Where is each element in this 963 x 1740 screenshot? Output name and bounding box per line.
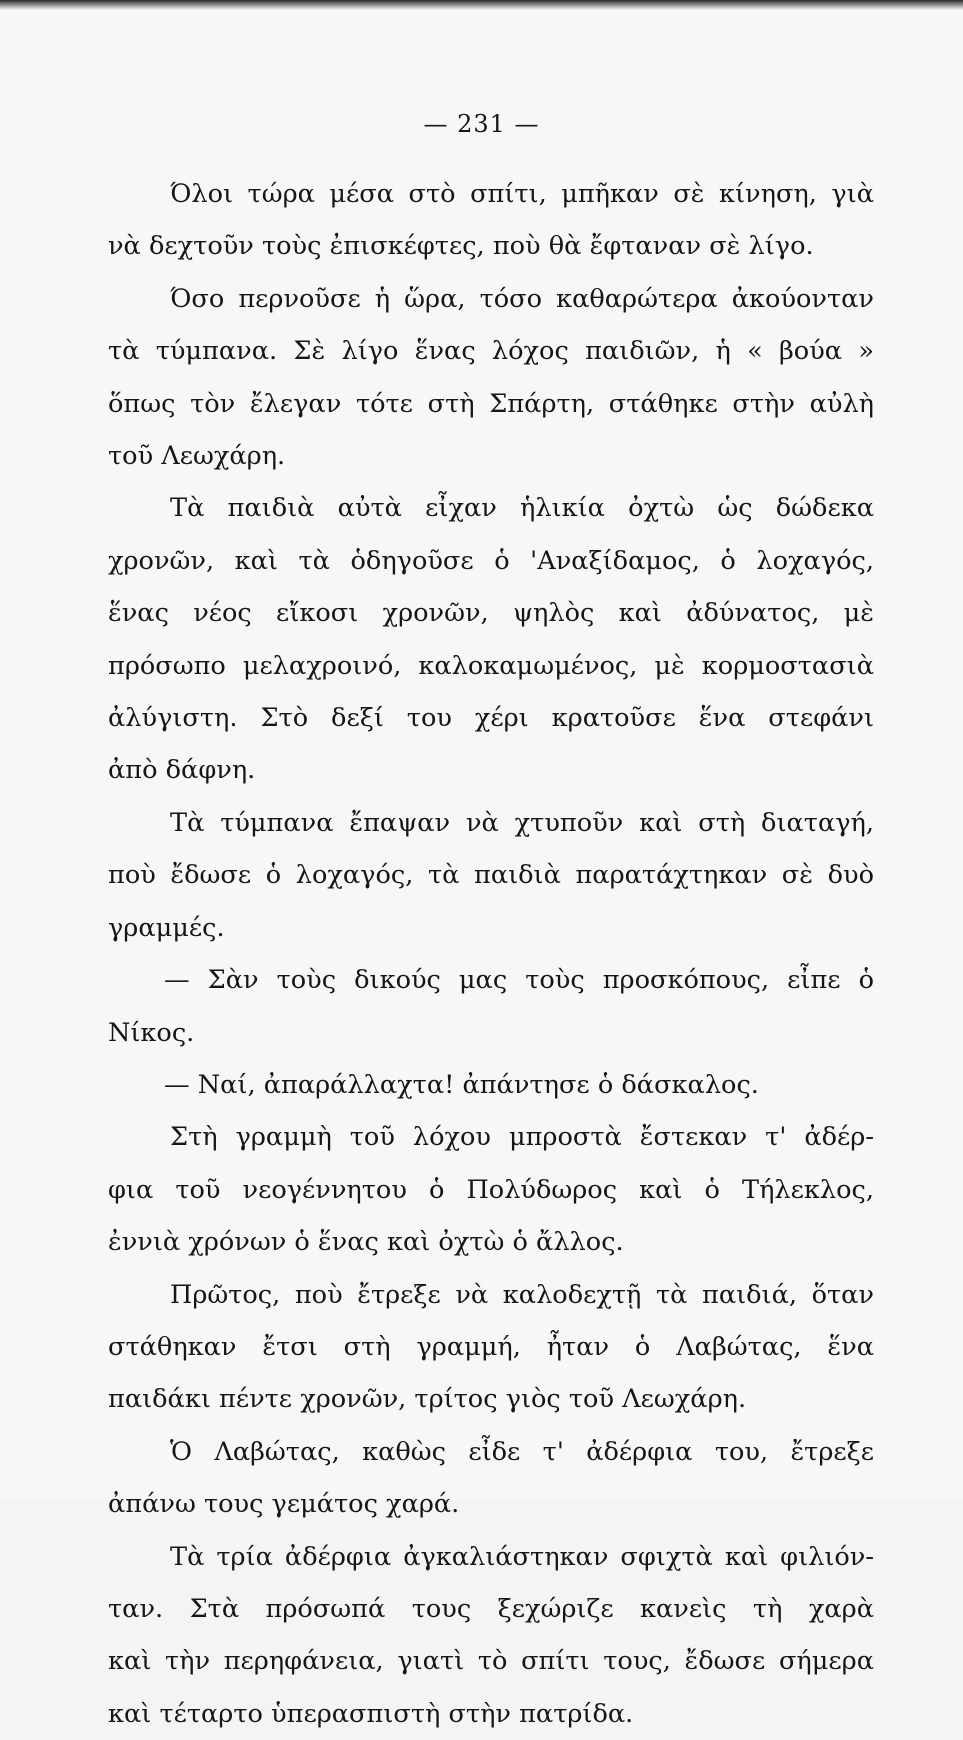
text-line: Τὰ τύμπανα ἔπαψαν νὰ χτυποῦν καὶ στὴ διαταγή, (170, 807, 874, 838)
text-line: — Σὰν τοὺς δικούς μας τοὺς προσκόπους, εἶπε ὁ (164, 965, 874, 996)
text-line: Στὴ γραμμὴ τοῦ λόχου μπροστὰ ἔστεκαν τ' ἀδέρ- (170, 1122, 874, 1153)
text-line: Τὰ τρία ἀδέρφια ἀγκαλιάστηκαν σφιχτὰ καὶ φιλιόν- (170, 1541, 874, 1572)
body-text (108, 168, 874, 1740)
page-number: — 231 — (423, 110, 540, 138)
text-line: τὰ τύμπανα. Σὲ λίγο ἕνας λόχος παιδιῶν, ἡ « βούα » (108, 336, 874, 367)
text-line: ὅπως τὸν ἔλεγαν τότε στὴ Σπάρτη, στάθηκε στὴν αὐλὴ (108, 388, 874, 419)
text-line: ἕνας νέος εἴκοσι χρονῶν, ψηλὸς καὶ ἀδύνατος, μὲ (108, 598, 874, 629)
text-line: ταν. Στὰ πρόσωπά τους ξεχώριζε κανεὶς τὴ χαρὰ (108, 1593, 874, 1624)
text-line: παιδάκι πέντε χρονῶν, τρίτος γιὸς τοῦ Λεωχάρη. (108, 1384, 747, 1415)
text-line: στάθηκαν ἔτσι στὴ γραμμή, ἦταν ὁ Λαβώτας, ἕνα (108, 1331, 874, 1362)
text-line: Νίκος. (108, 1017, 195, 1048)
text-line: Όσο περνοῦσε ἡ ὥρα, τόσο καθαρώτερα ἀκούονταν (170, 283, 874, 314)
text-line: ποὺ ἔδωσε ὁ λοχαγός, τὰ παιδιὰ παρατάχτηκαν σὲ δυὸ (108, 860, 874, 891)
text-line: φια τοῦ νεογέννητου ὁ Πολύδωρος καὶ ὁ Τήλεκλος, (108, 1174, 874, 1205)
text-line: — Ναί, ἀπαράλλαχτα! ἀπάντησε ὁ δάσκαλος. (164, 1069, 759, 1100)
text-line: Πρῶτος, ποὺ ἔτρεξε νὰ καλοδεχτῇ τὰ παιδιά, ὅταν (170, 1279, 874, 1310)
text-line: καὶ τὴν περηφάνεια, γιατὶ τὸ σπίτι τους, ἔδωσε σήμερα (108, 1646, 874, 1677)
page-top-edge (0, 0, 963, 10)
text-line: γραμμές. (108, 912, 225, 943)
text-line: χρονῶν, καὶ τὰ ὁδηγοῦσε ὁ 'Αναξίδαμος, ὁ λοχαγός, (108, 545, 874, 576)
text-line: ἀπὸ δάφνη. (108, 755, 256, 786)
text-line: καὶ τέταρτο ὑπερασπιστὴ στὴν πατρίδα. (108, 1698, 634, 1729)
text-line: τοῦ Λεωχάρη. (108, 441, 286, 472)
text-line: νὰ δεχτοῦν τοὺς ἐπισκέφτες, ποὺ θὰ ἔφταναν σὲ λίγο. (108, 231, 814, 262)
text-line: ἐννιὰ χρόνων ὁ ἕνας καὶ ὀχτὼ ὁ ἄλλος. (108, 1227, 624, 1258)
text-line: πρόσωπο μελαχροινό, καλοκαμωμένος, μὲ κορμοστασιὰ (108, 650, 874, 681)
text-line: ἀπάνω τους γεμάτος χαρά. (108, 1489, 460, 1520)
text-line: Τὰ παιδιὰ αὐτὰ εἶχαν ἡλικία ὀχτὼ ὡς δώδεκα (170, 493, 874, 524)
text-line: Ὁ Λαβώτας, καθὼς εἶδε τ' ἀδέρφια του, ἔτρεξε (170, 1436, 874, 1467)
text-line: ἀλύγιστη. Στὸ δεξί του χέρι κρατοῦσε ἕνα στεφάνι (108, 703, 874, 734)
text-line: Όλοι τώρα μέσα στὸ σπίτι, μπῆκαν σὲ κίνηση, γιὰ (170, 179, 874, 209)
